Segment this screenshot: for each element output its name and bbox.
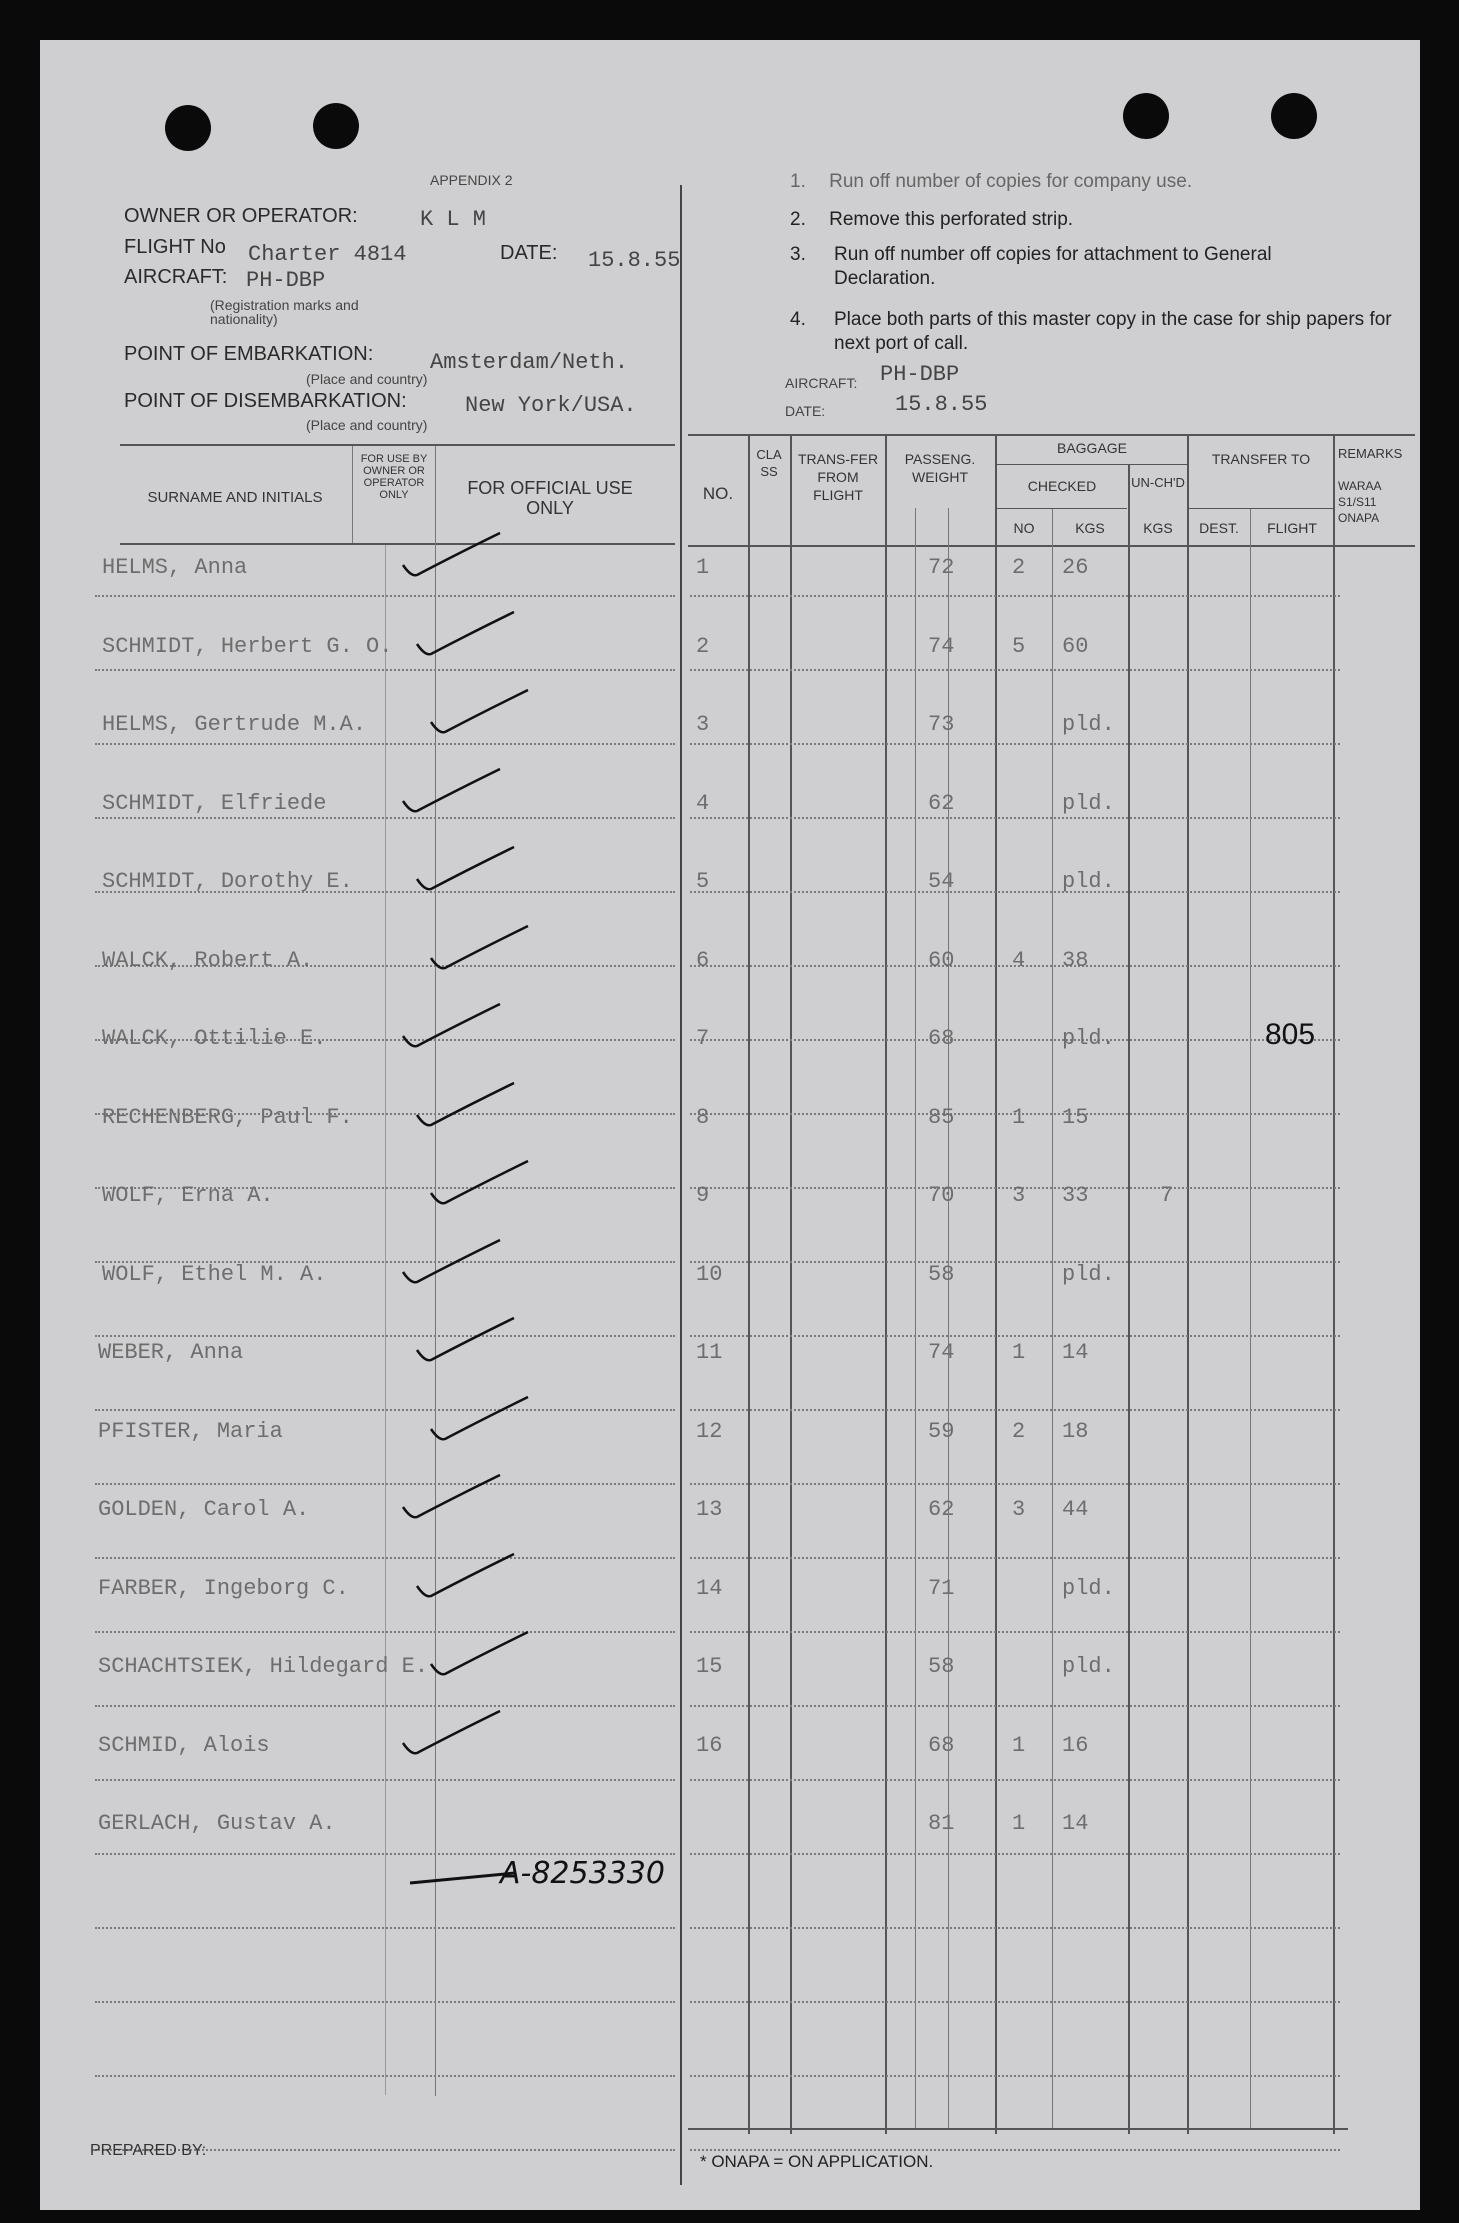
- col-remarks-header: REMARKS: [1338, 446, 1403, 461]
- passenger-no: 7: [696, 1026, 710, 1051]
- owner-value: K L M: [420, 207, 487, 232]
- punch-hole-2: [313, 103, 359, 149]
- baggage-kgs: 33: [1062, 1183, 1089, 1208]
- baggage-kgs: pld.: [1062, 869, 1115, 894]
- date-value: 15.8.55: [588, 248, 681, 273]
- baggage-kgs: 44: [1062, 1497, 1089, 1522]
- passenger-weight: 72: [928, 555, 955, 580]
- passenger-no: 10: [696, 1261, 723, 1287]
- flight-value: Charter 4814: [248, 242, 407, 267]
- col-official-header: FOR OFFICIAL USE ONLY: [467, 478, 633, 518]
- row-separator-left: [95, 2075, 675, 2077]
- row-separator-left: [95, 669, 675, 671]
- disembark-note: (Place and country): [306, 417, 428, 433]
- baggage-kgs: pld.: [1062, 1261, 1115, 1287]
- passenger-name: WALCK, Ottilie E.: [102, 1026, 327, 1051]
- disembark-value: New York/USA.: [465, 393, 637, 418]
- official-check-mark: [423, 682, 553, 742]
- official-check-mark: [409, 1310, 539, 1370]
- passenger-weight: 71: [928, 1575, 955, 1601]
- baggage-no: 1: [1012, 1811, 1026, 1836]
- official-check-mark: [395, 525, 525, 585]
- col-unch-kgs-header: KGS: [1143, 520, 1173, 536]
- baggage-no: 3: [1012, 1183, 1026, 1208]
- row-separator-right: [690, 1705, 1340, 1707]
- col-dest-header: DEST.: [1199, 520, 1239, 536]
- left-table-top-rule: [120, 444, 675, 446]
- passenger-no: 13: [696, 1497, 723, 1522]
- row-separator-right: [690, 1631, 1340, 1633]
- col-surname-header: SURNAME AND INITIALS: [147, 489, 323, 506]
- instruction-3-num: 3.: [790, 244, 806, 265]
- punch-hole-3: [1123, 93, 1169, 139]
- instruction-3-text: Run off number off copies for attachment to General Declaration.: [834, 244, 1272, 289]
- embark-value: Amsterdam/Neth.: [430, 350, 629, 375]
- punch-hole-4: [1271, 93, 1317, 139]
- right-col-divider-transfer-to: [1333, 434, 1335, 2134]
- official-check-mark: [395, 1703, 525, 1763]
- row-separator-right: [690, 817, 1340, 819]
- row-separator-right: [690, 1853, 1340, 1855]
- col-unchecked-header: UN-CH'D: [1131, 475, 1185, 490]
- official-check-mark: [409, 1546, 539, 1606]
- date-label: DATE:: [500, 242, 558, 264]
- baggage-no: 5: [1012, 633, 1026, 659]
- handwritten-note: [400, 1845, 740, 1895]
- right-col-divider-dest: [1250, 508, 1251, 2128]
- passenger-no: 3: [696, 712, 710, 737]
- instruction-4-text: Place both parts of this master copy in the case for ship papers for next port of call.: [834, 309, 1392, 354]
- instr-aircraft-value: PH-DBP: [880, 362, 960, 387]
- passenger-no: 11: [696, 1340, 723, 1365]
- passenger-name: GERLACH, Gustav A.: [98, 1811, 336, 1836]
- passenger-name: RECHENBERG, Paul F.: [102, 1104, 353, 1130]
- baggage-subheader-rule: [997, 464, 1187, 465]
- col-weight-header: PASSENG. WEIGHT: [904, 451, 976, 485]
- passenger-weight: 74: [928, 1340, 955, 1365]
- passenger-name: WOLF, Ethel M. A.: [102, 1261, 327, 1287]
- baggage-no: 1: [1012, 1104, 1026, 1130]
- right-col-divider-checked: [1128, 464, 1130, 2134]
- col-owner-use-header: FOR USE BY OWNER OR OPERATOR ONLY: [360, 453, 428, 501]
- official-check-mark: [395, 1232, 525, 1292]
- punch-hole-1: [165, 105, 211, 151]
- official-check-mark: [409, 1075, 539, 1135]
- instruction-2-num: 2.: [790, 209, 806, 230]
- row-separator-right: [690, 2001, 1340, 2003]
- passenger-name: SCHMID, Alois: [98, 1732, 270, 1758]
- passenger-weight: 62: [928, 1497, 955, 1522]
- row-separator-left: [95, 2001, 675, 2003]
- instruction-2-text: Remove this perforated strip.: [829, 209, 1074, 230]
- transfer-to-subheader-rule: [1189, 508, 1333, 509]
- row-separator-left: [95, 817, 675, 819]
- left-col-divider-3: [385, 545, 386, 2095]
- instruction-1-text: Run off number of copies for company use.: [829, 171, 1193, 192]
- passenger-weight: 73: [928, 712, 955, 737]
- col-checked-header: CHECKED: [1027, 478, 1097, 494]
- right-col-divider-transfer: [885, 434, 887, 2134]
- official-check-mark: [409, 604, 539, 664]
- passenger-no: 12: [696, 1418, 723, 1444]
- official-check-mark: [395, 996, 525, 1056]
- right-col-divider-unchecked: [1187, 434, 1189, 2134]
- passenger-no: 2: [696, 633, 710, 659]
- row-separator-right: [690, 1779, 1340, 1781]
- baggage-no: 2: [1012, 555, 1026, 580]
- owner-label: OWNER OR OPERATOR:: [124, 205, 358, 227]
- aircraft-value: PH-DBP: [246, 268, 326, 293]
- passenger-name: HELMS, Anna: [102, 555, 248, 580]
- row-separator-left: [95, 1557, 675, 1559]
- passenger-weight: 58: [928, 1261, 955, 1287]
- baggage-kgs: pld.: [1062, 1026, 1115, 1051]
- col-no-header: NO.: [702, 484, 734, 503]
- passenger-no: 9: [696, 1183, 710, 1208]
- row-separator-right: [690, 1557, 1340, 1559]
- passenger-weight: 81: [928, 1811, 955, 1836]
- passenger-no: 1: [696, 555, 710, 580]
- footer-rule: [688, 2128, 1348, 2130]
- passenger-name: HELMS, Gertrude M.A.: [102, 712, 367, 737]
- instr-aircraft-label: AIRCRAFT:: [785, 375, 858, 391]
- passenger-no: 8: [696, 1104, 710, 1130]
- col-baggage-header: BAGGAGE: [1056, 440, 1128, 456]
- right-col-divider-class: [790, 434, 792, 2134]
- registration-note: (Registration marks and nationality): [210, 297, 359, 327]
- row-separator-left: [95, 1705, 675, 1707]
- instr-date-value: 15.8.55: [895, 392, 988, 417]
- disembark-label: POINT OF DISEMBARKATION:: [124, 390, 407, 412]
- baggage-kgs: 60: [1062, 633, 1089, 659]
- row-separator-right: [690, 1039, 1340, 1041]
- right-col-divider-weight: [995, 434, 997, 2134]
- baggage-kgs: 38: [1062, 947, 1089, 973]
- row-separator-left: [95, 1927, 675, 1929]
- instruction-1-num: 1.: [790, 171, 806, 192]
- right-col-divider-weight-a: [915, 508, 916, 2128]
- checked-subheader-rule: [997, 508, 1127, 509]
- right-col-divider-no: [748, 434, 750, 2134]
- row-separator-left: [95, 1631, 675, 1633]
- passenger-no: 14: [696, 1575, 723, 1601]
- stamp-number: 805: [1265, 1018, 1316, 1051]
- passenger-name: SCHMIDT, Elfriede: [102, 790, 327, 816]
- official-check-mark: [423, 1153, 553, 1213]
- prepared-by-label: PREPARED BY:: [90, 2142, 207, 2159]
- baggage-no: 1: [1012, 1732, 1026, 1758]
- passenger-name: SCHMIDT, Dorothy E.: [102, 869, 353, 894]
- official-check-mark: [423, 1389, 553, 1449]
- passenger-name: WEBER, Anna: [98, 1340, 244, 1365]
- row-separator-right: [690, 743, 1340, 745]
- row-separator-right: [690, 595, 1340, 597]
- passenger-weight: 74: [928, 633, 955, 659]
- passenger-weight: 54: [928, 869, 955, 894]
- baggage-kgs: 15: [1062, 1104, 1089, 1130]
- passenger-name: GOLDEN, Carol A.: [98, 1497, 310, 1522]
- row-separator-right: [690, 1335, 1340, 1337]
- passenger-name: WALCK, Robert A.: [102, 947, 314, 973]
- passenger-weight: 60: [928, 947, 955, 973]
- embark-note: (Place and country): [306, 371, 428, 387]
- passenger-weight: 59: [928, 1418, 955, 1444]
- col-bagno-header: NO: [1013, 520, 1035, 536]
- baggage-no: 2: [1012, 1418, 1026, 1444]
- right-col-divider-weight-b: [948, 508, 949, 2128]
- official-check-mark: [395, 761, 525, 821]
- col-remarks-sub-header: WARAA S1/S11 ONAPA: [1338, 479, 1381, 525]
- passenger-no: 4: [696, 790, 710, 816]
- baggage-kgs: 14: [1062, 1811, 1089, 1836]
- col-bagkgs-header: KGS: [1075, 520, 1105, 536]
- col-transfer-to-header: TRANSFER TO: [1211, 451, 1311, 467]
- row-separator-right: [690, 1927, 1340, 1929]
- col-transfer-from-header: TRANS-FER FROM FLIGHT: [797, 451, 879, 503]
- left-col-divider-1: [352, 446, 353, 543]
- official-check-mark: [423, 918, 553, 978]
- baggage-kgs: pld.: [1062, 1575, 1115, 1601]
- onapa-note: * ONAPA = ON APPLICATION.: [700, 2152, 934, 2171]
- instr-date-label: DATE:: [785, 403, 826, 419]
- unchecked-kgs: 7: [1160, 1183, 1174, 1208]
- passenger-no: 5: [696, 869, 710, 894]
- baggage-no: 4: [1012, 947, 1026, 973]
- row-separator-right: [690, 2149, 1340, 2151]
- passenger-name: WOLF, Erna A.: [102, 1183, 274, 1208]
- row-separator-right: [690, 891, 1340, 893]
- baggage-no: 1: [1012, 1340, 1026, 1365]
- flight-label: FLIGHT No: [124, 236, 226, 258]
- official-check-mark: [423, 1624, 553, 1684]
- row-separator-left: [95, 595, 675, 597]
- baggage-no: 3: [1012, 1497, 1026, 1522]
- instruction-3: [790, 243, 1374, 291]
- passenger-name: SCHACHTSIEK, Hildegard E.: [98, 1654, 429, 1679]
- row-separator-left: [95, 1335, 675, 1337]
- sheet-right-edge: [1345, 40, 1415, 2210]
- passenger-weight: 70: [928, 1183, 955, 1208]
- baggage-kgs: 14: [1062, 1340, 1089, 1365]
- passenger-weight: 62: [928, 790, 955, 816]
- row-separator-right: [690, 669, 1340, 671]
- instruction-1: [790, 170, 1192, 194]
- baggage-kgs: 16: [1062, 1732, 1089, 1758]
- embark-label: POINT OF EMBARKATION:: [124, 343, 374, 365]
- row-separator-right: [690, 1261, 1340, 1263]
- right-col-divider-bagno: [1052, 508, 1053, 2128]
- col-class-header: CLASS: [756, 447, 782, 479]
- appendix-label: APPENDIX 2: [430, 172, 513, 188]
- col-flight-header: FLIGHT: [1267, 520, 1317, 536]
- row-separator-right: [690, 1483, 1340, 1485]
- passenger-name: FARBER, Ingeborg C.: [98, 1575, 349, 1601]
- passenger-weight: 85: [928, 1104, 955, 1130]
- baggage-kgs: 26: [1062, 555, 1089, 580]
- row-separator-left: [95, 1483, 675, 1485]
- passenger-name: SCHMIDT, Herbert G. O.: [102, 633, 393, 659]
- passenger-name: PFISTER, Maria: [98, 1418, 283, 1444]
- baggage-kgs: pld.: [1062, 712, 1115, 737]
- passenger-no: 6: [696, 947, 710, 973]
- row-separator-left: [95, 1779, 675, 1781]
- row-separator-right: [690, 2075, 1340, 2077]
- passenger-weight: 68: [928, 1026, 955, 1051]
- right-table-top-rule: [688, 434, 1415, 436]
- row-separator-left: [95, 1409, 675, 1411]
- instruction-2: [790, 208, 1073, 232]
- official-check-mark: [409, 839, 539, 899]
- passenger-no: 16: [696, 1732, 723, 1758]
- row-separator-right: [690, 1409, 1340, 1411]
- passenger-weight: 58: [928, 1654, 955, 1679]
- instruction-4-num: 4.: [790, 309, 806, 330]
- passenger-no: 15: [696, 1654, 723, 1679]
- baggage-kgs: pld.: [1062, 1654, 1115, 1679]
- official-check-mark: [395, 1467, 525, 1527]
- aircraft-label: AIRCRAFT:: [124, 266, 228, 288]
- row-separator-left: [95, 743, 675, 745]
- handwritten-note-text: A-8253330: [500, 1856, 665, 1891]
- instruction-4: [790, 308, 1394, 356]
- baggage-kgs: pld.: [1062, 790, 1115, 816]
- passenger-weight: 68: [928, 1732, 955, 1758]
- baggage-kgs: 18: [1062, 1418, 1089, 1444]
